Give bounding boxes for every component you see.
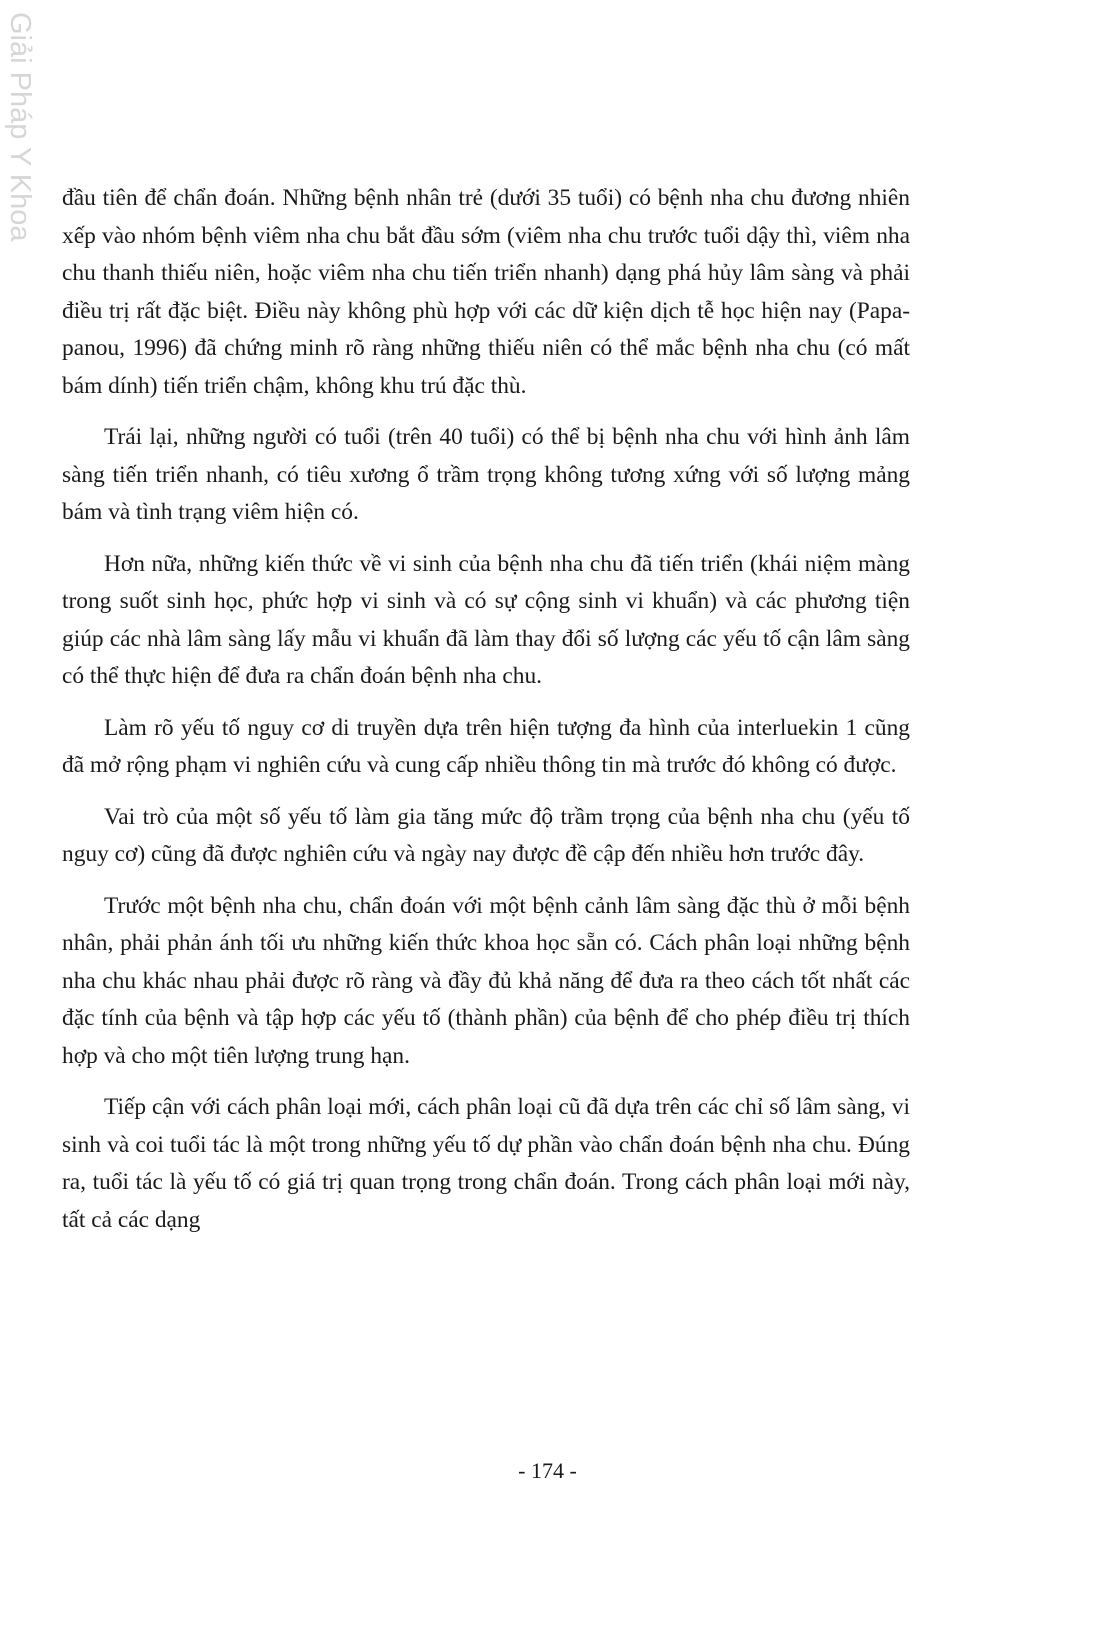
watermark-text: Giải Pháp Y Khoa	[4, 12, 36, 242]
page-body	[62, 180, 910, 1253]
paragraph-4: Làm rõ yếu tố nguy cơ di truyền dựa trên hiện tượng đa hình của interluekin 1 cũng đã mở rộng phạm vi nghiên cứu và cung cấp nhiều thông tin mà trước đó không có được.	[62, 714, 910, 778]
paragraph-6: Trước một bệnh nha chu, chẩn đoán với một bệnh cảnh lâm sàng đặc thù ở mỗi bệnh nhân, phải phản ánh tối ưu những kiến thức khoa học sẵn có. Cách phân loại những bệnh nha chu khác nhau phải được rõ ràng và đầy đủ khả năng để đưa ra theo cách tốt nhất các đặc tính của bệnh và tập hợp các yếu tố (thành phần) của bệnh để cho phép điều trị thích hợp và cho một tiên lượng trung hạn.	[62, 892, 910, 1069]
paragraph-5: Vai trò của một số yếu tố làm gia tăng mức độ trầm trọng của bệnh nha chu (yếu tố nguy cơ) cũng đã được nghiên cứu và ngày nay được đề cập đến nhiều hơn trước đây.	[62, 803, 910, 867]
page-number: - 174 -	[518, 1458, 577, 1483]
paragraph-2: Trái lại, những người có tuổi (trên 40 tuổi) có thể bị bệnh nha chu với hình ảnh lâm sàng tiến triển nhanh, có tiêu xương ổ trầm trọng không tương xứng với số lượng mảng bám và tình trạng viêm hiện có.	[62, 424, 910, 525]
paragraph-7: Tiếp cận với cách phân loại mới, cách phân loại cũ đã dựa trên các chỉ số lâm sàng, vi sinh và coi tuổi tác là một trong những yếu tố dự phần vào chẩn đoán bệnh nha chu. Đúng ra, tuổi tác là yếu tố có giá trị quan trọng trong chẩn đoán. Trong cách phân loại mới này, tất cả các dạng	[62, 1094, 910, 1233]
paragraph-1: đầu tiên để chẩn đoán. Những bệnh nhân trẻ (dưới 35 tuổi) có bệnh nha chu đương nhiên xếp vào nhóm bệnh viêm nha chu bắt đầu sớm (viêm nha chu trước tuổi dậy thì, viêm nha chu thanh thiếu niên, hoặc viêm nha chu tiến triển nhanh) dạng phá hủy lâm sàng và phải điều trị rất đặc biệt. Điều này không phù hợp với các dữ kiện dịch tễ học hiện nay (Papa-panou, 1996) đã chứng minh rõ ràng những thiếu niên có thể mắc bệnh nha chu (có mất bám dính) tiến triển chậm, không khu trú đặc thù.	[62, 185, 910, 399]
paragraph-3: Hơn nữa, những kiến thức về vi sinh của bệnh nha chu đã tiến triển (khái niệm màng trong suốt sinh học, phức hợp vi sinh và có sự cộng sinh vi khuẩn) và các phương tiện giúp các nhà lâm sàng lấy mẫu vi khuẩn đã làm thay đổi số lượng các yếu tố cận lâm sàng có thể thực hiện để đưa ra chẩn đoán bệnh nha chu.	[62, 550, 910, 689]
